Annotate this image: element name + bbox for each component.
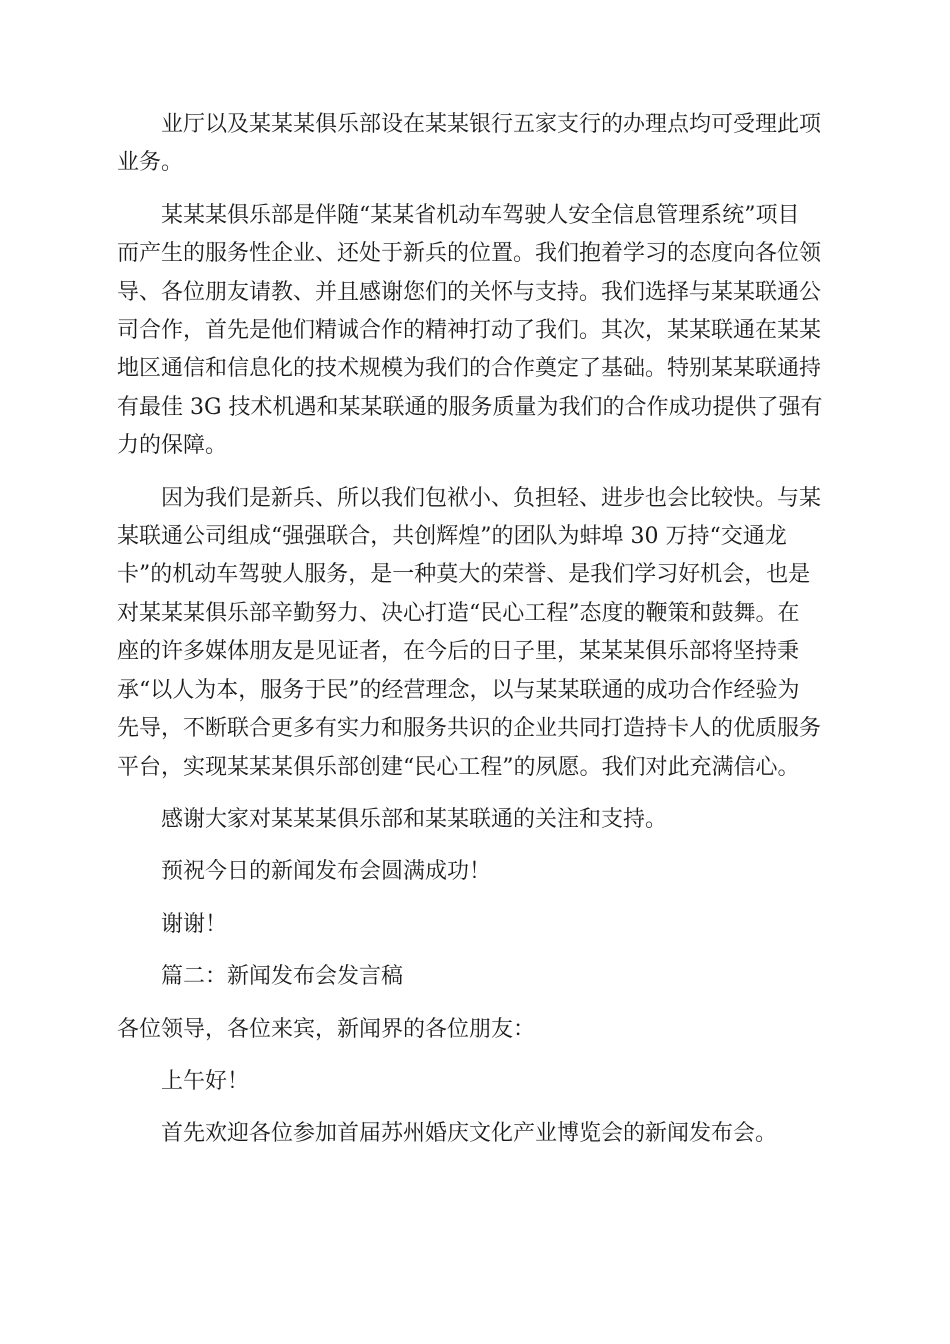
paragraph-3-line: 某联通公司组成“强强联合，共创辉煌”的团队为蚌埠 30 万持“交通龙 xyxy=(117,524,787,550)
paragraph-1 xyxy=(117,106,833,183)
paragraph-3-line: 平台，实现某某某俱乐部创建“民心工程”的夙愿。我们对此充满信心。 xyxy=(117,754,800,780)
paragraph-3-line: 承“以人为本，服务于民”的经营理念，以与某某联通的成功合作经验为 xyxy=(117,677,800,703)
paragraph-3-line: 卡”的机动车驾驶人服务，是一种莫大的荣誉、是我们学习好机会，也是 xyxy=(117,562,811,588)
paragraph-10: 首先欢迎各位参加首届苏州婚庆文化产业博览会的新闻发布会。 xyxy=(161,1121,778,1147)
document-body xyxy=(117,106,833,1154)
paragraph-3-line: 先导，不断联合更多有实力和服务共识的企业共同打造持卡人的优质服务 xyxy=(117,716,822,742)
paragraph-6: 谢谢！ xyxy=(161,911,228,937)
paragraph-3-line: 座的许多媒体朋友是见证者，在今后的日子里，某某某俱乐部将坚持秉 xyxy=(117,639,800,665)
paragraph-2 xyxy=(117,197,833,466)
greeting: 上午好！ xyxy=(161,1068,250,1094)
paragraph-1-line: 业务。 xyxy=(117,150,184,176)
paragraph-3-line: 因为我们是新兵、所以我们包袱小、负担轻、进步也会比较快。与某 xyxy=(161,485,822,511)
paragraph-1-line: 业厅以及某某某俱乐部设在某某银行五家支行的办理点均可受理此项 xyxy=(161,112,822,137)
paragraph-2-line: 而产生的服务性企业、还处于新兵的位置。我们抱着学习的态度向各位领 xyxy=(117,241,822,267)
paragraph-4: 感谢大家对某某某俱乐部和某某联通的关注和支持。 xyxy=(161,806,668,832)
paragraph-2-line: 导、各位朋友请教、并且感谢您们的关怀与支持。我们选择与某某联通公 xyxy=(117,279,822,305)
paragraph-5: 预祝今日的新闻发布会圆满成功！ xyxy=(161,859,492,885)
section-heading: 篇二：新闻发布会发言稿 xyxy=(161,964,404,990)
paragraph-2-line: 地区通信和信息化的技术规模为我们的合作奠定了基础。特别某某联通持 xyxy=(117,356,822,382)
paragraph-3 xyxy=(117,480,833,787)
paragraph-2-line: 某某某俱乐部是伴随“某某省机动车驾驶人安全信息管理系统”项目 xyxy=(161,202,800,228)
salutation: 各位领导，各位来宾，新闻界的各位朋友： xyxy=(117,1016,536,1042)
paragraph-3-line: 对某某某俱乐部辛勤努力、决心打造“民心工程”态度的鞭策和鼓舞。在 xyxy=(117,600,800,626)
paragraph-2-line: 司合作，首先是他们精诚合作的精神打动了我们。其次，某某联通在某某 xyxy=(117,318,822,344)
paragraph-2-line: 有最佳 3G 技术机遇和某某联通的服务质量为我们的合作成功提供了强有 xyxy=(117,394,823,420)
paragraph-2-line: 力的保障。 xyxy=(117,433,228,459)
